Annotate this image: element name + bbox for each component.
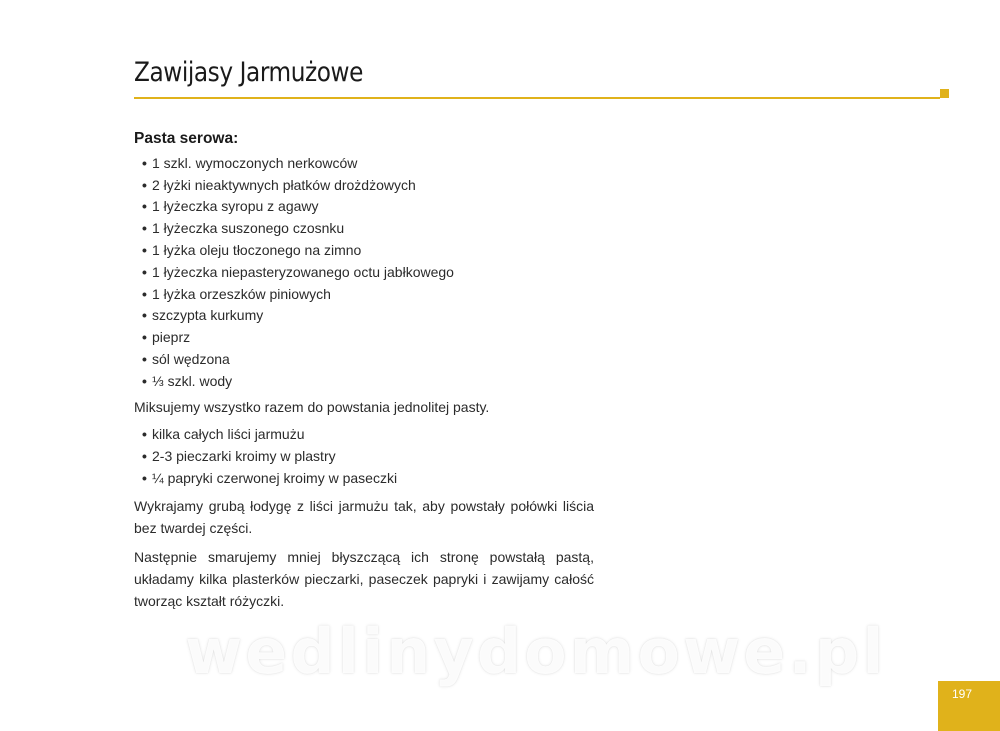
ingredient-text: 2-3 pieczarki kroimy w plastry bbox=[152, 448, 336, 465]
bullet: • bbox=[142, 241, 147, 258]
ingredient-text: 1 łyżka oleju tłoczonego na zimno bbox=[152, 241, 362, 258]
bullet: • bbox=[142, 220, 147, 237]
ingredient-text: ¼ papryki czerwonej kroimy w paseczki bbox=[152, 469, 398, 486]
ingredient-text: ⅓ szkl. wody bbox=[152, 372, 233, 389]
list-item bbox=[142, 305, 594, 327]
bullet: • bbox=[142, 469, 147, 486]
ingredient-text: 1 łyżka orzeszków piniowych bbox=[152, 285, 331, 302]
instruction-step-2: Następnie smarujemy mniej błyszczącą ich stronę powstałą pastą, układamy kilka plasterków pieczarki, paseczek papryki i zawijamy całość tworząc kształt różyczki. bbox=[134, 549, 594, 609]
bullet: • bbox=[142, 307, 147, 324]
list-item bbox=[142, 424, 594, 446]
bullet: • bbox=[142, 329, 147, 346]
bullet: • bbox=[142, 372, 147, 389]
bullet: • bbox=[142, 198, 147, 215]
list-item bbox=[142, 262, 594, 284]
ingredient-text: pieprz bbox=[152, 329, 191, 346]
page-number-box bbox=[938, 681, 1000, 731]
instruction-step-1: Wykrajamy grubą łodygę z liści jarmużu tak, aby powstały połówki liścia bez twardej części. bbox=[134, 497, 594, 536]
list-item bbox=[142, 371, 594, 393]
ingredient-text: 1 łyżeczka niepasteryzowanego octu jabłkowego bbox=[152, 263, 454, 280]
ingredient-text: kilka całych liści jarmużu bbox=[152, 426, 305, 443]
title-underline bbox=[134, 97, 940, 99]
page-number: 197 bbox=[952, 687, 973, 701]
bullet: • bbox=[142, 154, 147, 171]
list-item bbox=[142, 446, 594, 468]
ingredient-text: 1 łyżeczka syropu z agawy bbox=[152, 198, 319, 215]
bullet: • bbox=[142, 426, 147, 443]
ingredient-text: sól wędzona bbox=[152, 350, 230, 367]
filling-ingredient-list bbox=[134, 424, 594, 489]
list-item bbox=[142, 175, 594, 197]
list-item bbox=[142, 196, 594, 218]
list-item bbox=[142, 153, 594, 175]
ingredient-text: szczypta kurkumy bbox=[152, 307, 264, 324]
paste-ingredient-list bbox=[134, 153, 594, 393]
section-heading-paste: Pasta serowa: bbox=[134, 130, 239, 147]
bullet: • bbox=[142, 263, 147, 280]
watermark: wedlinydomowe.pl bbox=[185, 615, 887, 688]
bullet: • bbox=[142, 285, 147, 302]
bullet: • bbox=[142, 448, 147, 465]
list-item bbox=[142, 240, 594, 262]
ingredient-text: 2 łyżki nieaktywnych płatków drożdżowych bbox=[152, 176, 416, 193]
title-accent-square bbox=[940, 89, 949, 98]
ingredient-text: 1 łyżeczka suszonego czosnku bbox=[152, 220, 345, 237]
bullet: • bbox=[142, 350, 147, 367]
list-item bbox=[142, 349, 594, 371]
list-item bbox=[142, 468, 594, 490]
list-item bbox=[142, 218, 594, 240]
list-item bbox=[142, 284, 594, 306]
list-item bbox=[142, 327, 594, 349]
recipe-content bbox=[134, 128, 594, 621]
bullet: • bbox=[142, 176, 147, 193]
page-title: Zawijasy Jarmużowe bbox=[134, 57, 363, 88]
paste-instruction: Miksujemy wszystko razem do powstania jednolitej pasty. bbox=[134, 398, 490, 415]
ingredient-text: 1 szkl. wymoczonych nerkowców bbox=[152, 154, 358, 171]
